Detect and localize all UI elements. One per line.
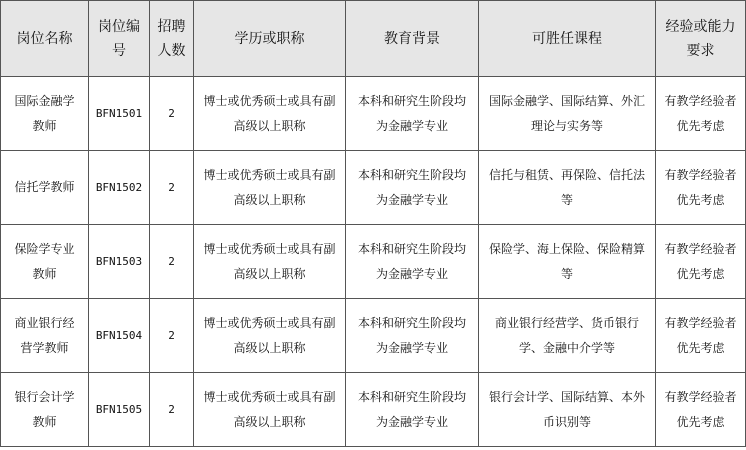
cell-courses: 银行会计学、国际结算、本外币识别等 — [479, 373, 656, 447]
cell-experience: 有教学经验者优先考虑 — [656, 77, 746, 151]
cell-position-name: 银行会计学教师 — [1, 373, 89, 447]
cell-position-name: 保险学专业教师 — [1, 225, 89, 299]
cell-position-code: BFN1501 — [89, 77, 150, 151]
cell-position-name: 商业银行经营学教师 — [1, 299, 89, 373]
table-row — [1, 225, 746, 299]
cell-hire-count: 2 — [150, 373, 194, 447]
header-position-code: 岗位编号 — [89, 1, 150, 77]
cell-position-code: BFN1504 — [89, 299, 150, 373]
cell-experience: 有教学经验者优先考虑 — [656, 225, 746, 299]
cell-education: 本科和研究生阶段均为金融学专业 — [346, 299, 479, 373]
cell-education: 本科和研究生阶段均为金融学专业 — [346, 225, 479, 299]
table-row — [1, 299, 746, 373]
header-hire-count: 招聘人数 — [150, 1, 194, 77]
cell-position-name: 国际金融学教师 — [1, 77, 89, 151]
table-row — [1, 77, 746, 151]
cell-position-code: BFN1502 — [89, 151, 150, 225]
cell-degree: 博士或优秀硕士或具有副高级以上职称 — [194, 151, 346, 225]
cell-position-name: 信托学教师 — [1, 151, 89, 225]
header-education: 教育背景 — [346, 1, 479, 77]
cell-degree: 博士或优秀硕士或具有副高级以上职称 — [194, 225, 346, 299]
header-position-name: 岗位名称 — [1, 1, 89, 77]
cell-experience: 有教学经验者优先考虑 — [656, 151, 746, 225]
header-degree: 学历或职称 — [194, 1, 346, 77]
header-experience: 经验或能力要求 — [656, 1, 746, 77]
cell-degree: 博士或优秀硕士或具有副高级以上职称 — [194, 373, 346, 447]
cell-hire-count: 2 — [150, 225, 194, 299]
cell-education: 本科和研究生阶段均为金融学专业 — [346, 373, 479, 447]
cell-courses: 保险学、海上保险、保险精算等 — [479, 225, 656, 299]
table-row — [1, 373, 746, 447]
cell-degree: 博士或优秀硕士或具有副高级以上职称 — [194, 299, 346, 373]
table-row — [1, 151, 746, 225]
cell-education: 本科和研究生阶段均为金融学专业 — [346, 151, 479, 225]
header-row — [1, 1, 746, 77]
cell-courses: 信托与租赁、再保险、信托法等 — [479, 151, 656, 225]
cell-hire-count: 2 — [150, 299, 194, 373]
cell-position-code: BFN1505 — [89, 373, 150, 447]
cell-hire-count: 2 — [150, 151, 194, 225]
cell-courses: 商业银行经营学、货币银行学、金融中介学等 — [479, 299, 656, 373]
cell-hire-count: 2 — [150, 77, 194, 151]
header-courses: 可胜任课程 — [479, 1, 656, 77]
cell-experience: 有教学经验者优先考虑 — [656, 373, 746, 447]
cell-experience: 有教学经验者优先考虑 — [656, 299, 746, 373]
cell-degree: 博士或优秀硕士或具有副高级以上职称 — [194, 77, 346, 151]
cell-education: 本科和研究生阶段均为金融学专业 — [346, 77, 479, 151]
cell-courses: 国际金融学、国际结算、外汇理论与实务等 — [479, 77, 656, 151]
cell-position-code: BFN1503 — [89, 225, 150, 299]
